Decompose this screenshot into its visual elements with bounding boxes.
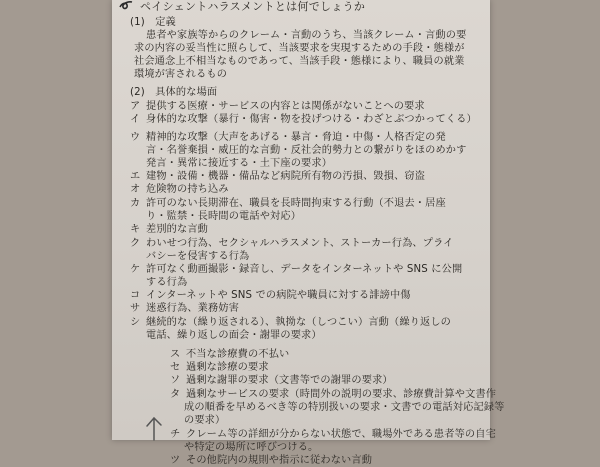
example-item-marker: タ	[170, 389, 181, 400]
example-item	[130, 113, 477, 126]
example-item-continuation	[146, 250, 249, 263]
example-item-marker: サ	[130, 303, 141, 314]
example-item-text: 差別的な言動	[146, 224, 209, 235]
example-item-marker: キ	[130, 224, 141, 235]
example-item-text: の要求）	[184, 415, 226, 426]
example-item-marker: セ	[170, 362, 181, 373]
example-item-text: 過剰な謝罪の要求（文書等での謝罪の要求）	[186, 375, 393, 386]
example-item	[130, 170, 425, 183]
example-item-marker: シ	[130, 317, 141, 328]
example-item	[170, 348, 289, 361]
example-item-text: 精神的な攻撃（大声をあげる・暴言・脅迫・中傷・人格否定の発	[146, 132, 446, 143]
example-item-marker: イ	[130, 114, 141, 125]
example-item	[130, 289, 411, 302]
example-item	[170, 361, 269, 374]
example-item-text: 言・名誉棄損・威圧的な言動・反社会的勢力との繋がりをほのめかす	[146, 145, 467, 156]
example-item	[170, 388, 496, 401]
example-item-continuation	[146, 276, 187, 289]
example-item-marker: ツ	[170, 455, 181, 466]
example-item-text: 許可なく動画撮影・録音し、データをインターネットや SNS に公開	[146, 264, 463, 275]
example-item-text: 提供する医療・サービスの内容とは関係がないことへの要求	[146, 101, 425, 112]
example-item-marker: カ	[130, 198, 141, 209]
example-item-continuation	[184, 414, 225, 427]
example-item-continuation	[146, 144, 466, 157]
example-item-marker: ク	[130, 238, 141, 249]
example-item-continuation	[146, 210, 301, 223]
definition-line: 社会通念上不相当なものであって、当該手段・態様により、職員の就業	[134, 56, 465, 67]
example-item	[130, 183, 229, 196]
example-item-text: 過剰な診療の要求	[186, 362, 269, 373]
example-item	[130, 302, 239, 315]
example-item	[130, 100, 425, 113]
example-item-text: 不当な診療費の不払い	[186, 349, 290, 360]
example-item	[170, 374, 393, 387]
example-item-marker: ケ	[130, 264, 141, 275]
handwritten-check-icon	[118, 0, 134, 12]
example-item-text: り・監禁・長時間の電話や対応）	[146, 211, 302, 222]
example-item-text: その他院内の規則や指示に従わない言動	[186, 455, 373, 466]
example-item-marker: オ	[130, 184, 141, 195]
definition-heading: (1) 定義	[130, 17, 176, 28]
example-item	[130, 223, 208, 236]
example-item-marker: ア	[130, 101, 141, 112]
example-item-text: バシーを侵害する行為	[146, 251, 250, 262]
example-item-text: 迷惑行為、業務妨害	[146, 303, 240, 314]
example-item	[130, 131, 446, 144]
example-item-marker: ウ	[130, 132, 141, 143]
example-item-text: 継続的な（繰り返される）、執拗な（しつこい）言動（繰り返しの	[146, 317, 452, 328]
example-item-text: わいせつ行為、セクシャルハラスメント、ストーカー行為、プライ	[146, 238, 454, 249]
example-item	[130, 237, 453, 250]
example-item-text: 許可のない長期滞在、職員を長時間拘束する行動（不退去・居座	[146, 198, 446, 209]
examples-heading: (2) 具体的な場面	[130, 87, 218, 98]
example-item-marker: ス	[170, 349, 181, 360]
example-item-continuation	[184, 401, 504, 414]
example-item-text: インターネットや SNS での病院や職員に対する誹謗中傷	[146, 290, 411, 301]
example-item-text: 建物・設備・機器・備品など病院所有物の汚損、毀損、窃盗	[146, 171, 426, 182]
example-item-text: する行為	[146, 277, 188, 288]
definition-line: 環境が害されるもの	[134, 69, 228, 80]
example-item-marker: エ	[130, 171, 141, 182]
definition-line: 求の内容の妥当性に照らして、当該要求を実現するための手段・態様が	[134, 43, 465, 54]
example-item-marker: チ	[170, 429, 181, 440]
example-item-continuation	[146, 329, 322, 342]
example-item-text: 危険物の持ち込み	[146, 184, 229, 195]
document-title: ペイシェントハラスメントとは何でしょうか	[140, 0, 366, 13]
example-item-text: 身体的な攻撃（暴行・傷害・物を投げつける・わざとぶつかってくる）	[146, 114, 477, 125]
example-item-continuation	[146, 157, 332, 170]
example-item-text: 成の順番を早めるべき等の特別扱いの要求・文書での電話対応記録等	[184, 402, 505, 413]
document-page	[112, 0, 505, 466]
example-item-text: 発言・異常に接近する・土下座の要求）	[146, 158, 333, 169]
example-item-text: 過剰なサービスの要求（時間外の説明の要求、診療費計算や文書作	[186, 389, 497, 400]
example-item-text: 電話、繰り返しの面会・謝罪の要求）	[146, 330, 322, 341]
example-item-text: クレーム等の詳細が分からない状態で、職場外である患者等の自宅	[186, 429, 496, 440]
example-item	[170, 454, 372, 467]
example-item-marker: ソ	[170, 375, 181, 386]
definition-line: 患者や家族等からのクレーム・言動のうち、当該クレーム・言動の要	[146, 30, 467, 41]
example-item	[130, 316, 451, 329]
example-item	[170, 428, 496, 441]
handwritten-arrow-icon	[142, 414, 166, 440]
example-item-marker: コ	[130, 290, 141, 301]
example-item	[130, 263, 462, 276]
example-item-continuation	[184, 441, 318, 454]
example-item-text: や特定の場所に呼びつける。	[184, 442, 319, 453]
example-item	[130, 197, 446, 210]
